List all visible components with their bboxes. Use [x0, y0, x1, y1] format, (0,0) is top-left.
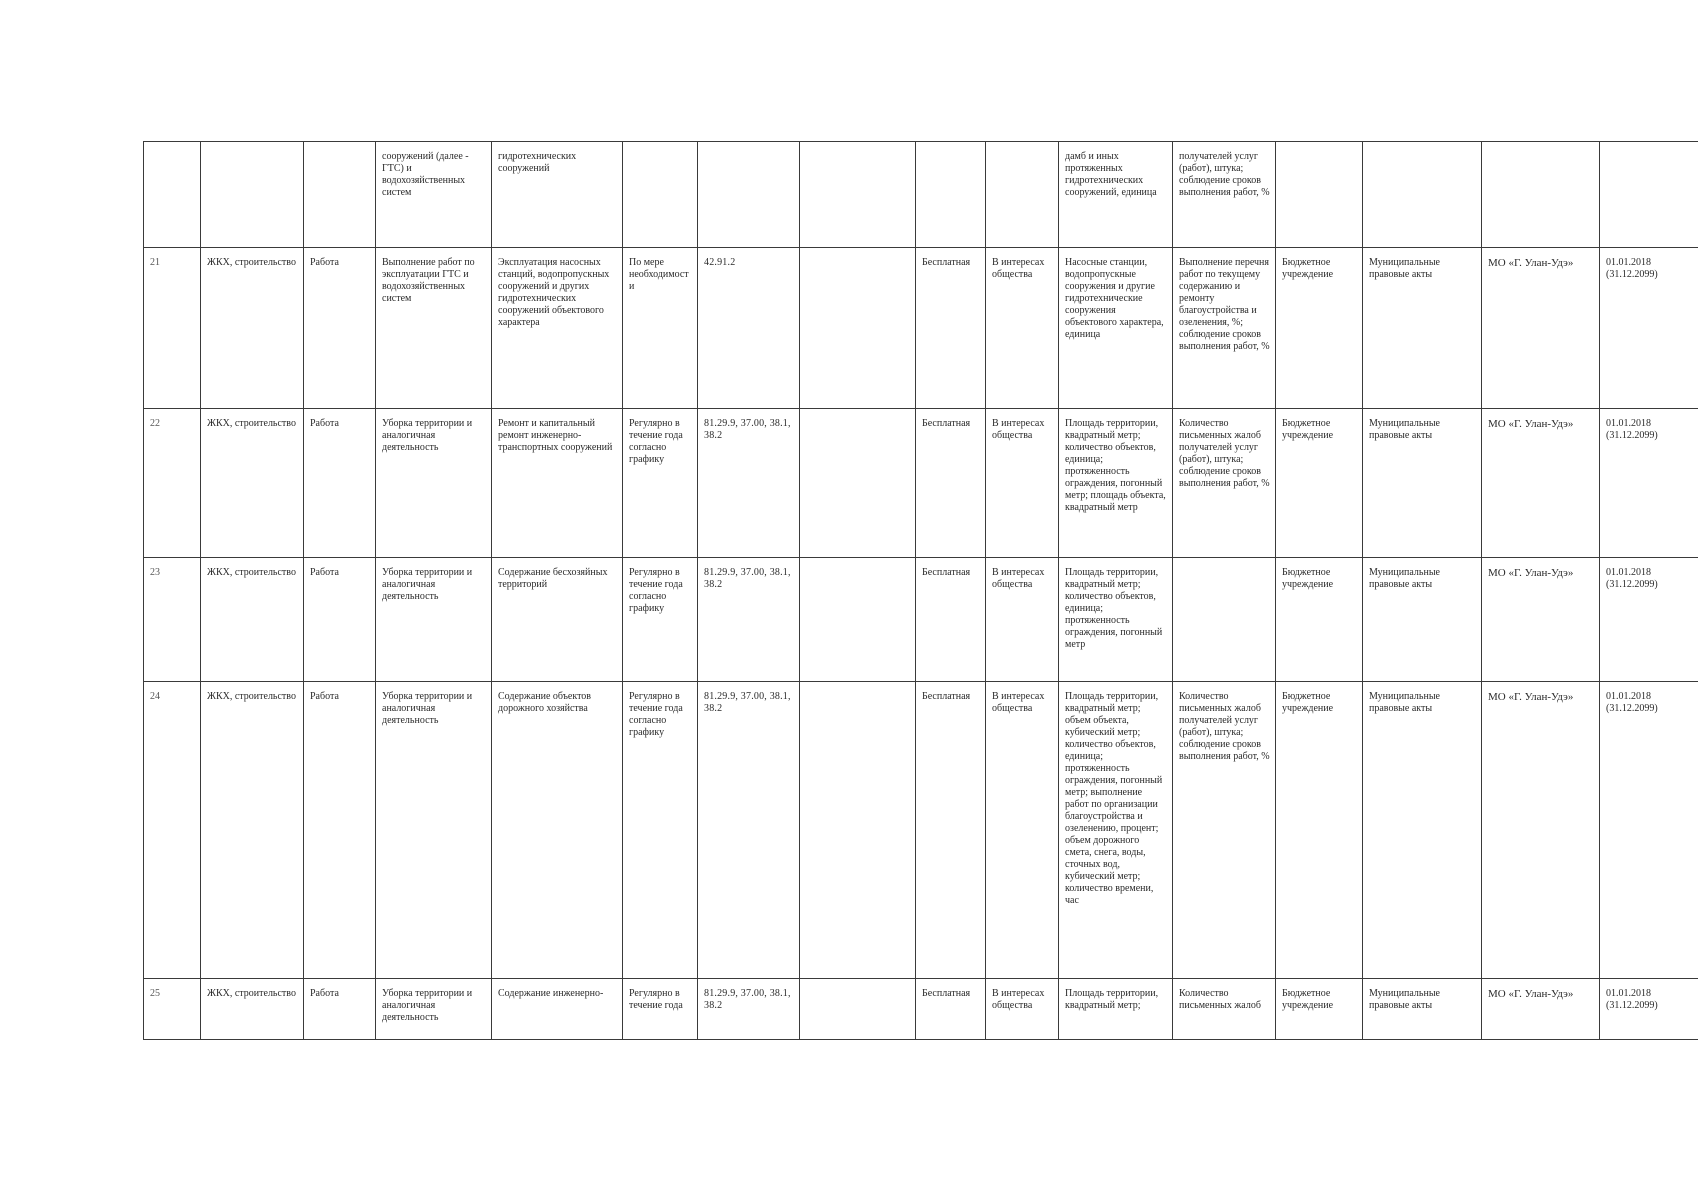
cell-name: Уборка территории и аналогичная деятельность	[376, 409, 492, 558]
cell-codes: 81.29.9, 37.00, 38.1, 38.2	[698, 558, 800, 682]
cell-payment: Бесплатная	[916, 248, 986, 409]
cell-volume: Площадь территории, квадратный метр; объем объекта, кубический метр; количество объектов, единица; протяженность ограждения, погонный метр; выполнение работ по организации благоустройства и озеленению, процент; объем дорожного смета, снега, воды, сточных вод, кубический метр; количество времени, час	[1059, 682, 1173, 979]
cell-period: По мере необходимости	[623, 248, 698, 409]
cell-num: 21	[144, 248, 201, 409]
cell-codes: 42.91.2	[698, 248, 800, 409]
cell-name: Уборка территории и аналогичная деятельность	[376, 979, 492, 1040]
cell-free1	[800, 142, 916, 248]
cell-institution: Бюджетное учреждение	[1276, 682, 1363, 979]
cell-acts: Муниципальные правовые акты	[1363, 558, 1482, 682]
cell-period	[623, 142, 698, 248]
table-row	[144, 142, 1698, 248]
cell-content: Содержание бесхозяйных территорий	[492, 558, 623, 682]
scan-artifact	[47, 77, 117, 79]
cell-sector: ЖКХ, строительство	[201, 558, 304, 682]
cell-owner: МО «Г. Улан-Удэ»	[1482, 682, 1600, 979]
cell-codes: 81.29.9, 37.00, 38.1, 38.2	[698, 409, 800, 558]
cell-content: гидротехнических сооружений	[492, 142, 623, 248]
cell-date	[1600, 142, 1698, 248]
cell-interest: В интересах общества	[986, 558, 1059, 682]
cell-kind: Работа	[304, 682, 376, 979]
cell-num: 25	[144, 979, 201, 1040]
cell-interest: В интересах общества	[986, 682, 1059, 979]
cell-payment: Бесплатная	[916, 558, 986, 682]
cell-institution: Бюджетное учреждение	[1276, 248, 1363, 409]
cell-kind: Работа	[304, 409, 376, 558]
cell-num: 22	[144, 409, 201, 558]
cell-volume: дамб и иных протяженных гидротехнических сооружений, единица	[1059, 142, 1173, 248]
table-row	[144, 979, 1698, 1040]
cell-kind: Работа	[304, 979, 376, 1040]
cell-acts: Муниципальные правовые акты	[1363, 409, 1482, 558]
cell-free1	[800, 682, 916, 979]
cell-owner: МО «Г. Улан-Удэ»	[1482, 979, 1600, 1040]
cell-volume: Насосные станции, водопропускные сооружения и другие гидротехнические сооружения объектового характера, единица	[1059, 248, 1173, 409]
cell-owner: МО «Г. Улан-Удэ»	[1482, 409, 1600, 558]
cell-kind: Работа	[304, 558, 376, 682]
cell-institution: Бюджетное учреждение	[1276, 979, 1363, 1040]
cell-name: Уборка территории и аналогичная деятельность	[376, 558, 492, 682]
cell-volume: Площадь территории, квадратный метр; количество объектов, единица; протяженность ограждения, погонный метр	[1059, 558, 1173, 682]
cell-institution	[1276, 142, 1363, 248]
cell-date: 01.01.2018 (31.12.2099)	[1600, 682, 1698, 979]
cell-owner: МО «Г. Улан-Удэ»	[1482, 558, 1600, 682]
cell-date: 01.01.2018 (31.12.2099)	[1600, 558, 1698, 682]
cell-period: Регулярно в течение года согласно графику	[623, 682, 698, 979]
cell-interest: В интересах общества	[986, 979, 1059, 1040]
cell-sector	[201, 142, 304, 248]
table-row	[144, 682, 1698, 979]
cell-owner: МО «Г. Улан-Удэ»	[1482, 248, 1600, 409]
cell-num	[144, 142, 201, 248]
cell-payment: Бесплатная	[916, 682, 986, 979]
cell-quality: Количество письменных жалоб получателей услуг (работ), штука; соблюдение сроков выполнения работ, %	[1173, 409, 1276, 558]
cell-date: 01.01.2018 (31.12.2099)	[1600, 979, 1698, 1040]
cell-payment: Бесплатная	[916, 979, 986, 1040]
cell-codes: 81.29.9, 37.00, 38.1, 38.2	[698, 979, 800, 1040]
cell-num: 23	[144, 558, 201, 682]
cell-institution: Бюджетное учреждение	[1276, 409, 1363, 558]
cell-volume: Площадь территории, квадратный метр; количество объектов, единица; протяженность ограждения, погонный метр; площадь объекта, квадратный метр	[1059, 409, 1173, 558]
table-row	[144, 558, 1698, 682]
cell-acts	[1363, 142, 1482, 248]
cell-quality: Количество письменных жалоб получателей услуг (работ), штука; соблюдение сроков выполнения работ, %	[1173, 682, 1276, 979]
cell-payment: Бесплатная	[916, 409, 986, 558]
table-row	[144, 248, 1698, 409]
cell-date: 01.01.2018 (31.12.2099)	[1600, 248, 1698, 409]
cell-kind	[304, 142, 376, 248]
cell-free1	[800, 409, 916, 558]
cell-date: 01.01.2018 (31.12.2099)	[1600, 409, 1698, 558]
cell-volume: Площадь территории, квадратный метр;	[1059, 979, 1173, 1040]
cell-num: 24	[144, 682, 201, 979]
cell-quality: Количество письменных жалоб	[1173, 979, 1276, 1040]
cell-acts: Муниципальные правовые акты	[1363, 979, 1482, 1040]
cell-codes	[698, 142, 800, 248]
cell-institution: Бюджетное учреждение	[1276, 558, 1363, 682]
cell-content: Содержание объектов дорожного хозяйства	[492, 682, 623, 979]
cell-sector: ЖКХ, строительство	[201, 682, 304, 979]
cell-sector: ЖКХ, строительство	[201, 248, 304, 409]
cell-owner	[1482, 142, 1600, 248]
cell-free1	[800, 558, 916, 682]
table-row	[144, 409, 1698, 558]
cell-acts: Муниципальные правовые акты	[1363, 682, 1482, 979]
services-registry-table	[143, 141, 1698, 1040]
cell-name: Уборка территории и аналогичная деятельность	[376, 682, 492, 979]
cell-payment	[916, 142, 986, 248]
cell-free1	[800, 979, 916, 1040]
cell-interest: В интересах общества	[986, 409, 1059, 558]
cell-acts: Муниципальные правовые акты	[1363, 248, 1482, 409]
cell-sector: ЖКХ, строительство	[201, 979, 304, 1040]
cell-name: Выполнение работ по эксплуатации ГТС и водохозяйственных систем	[376, 248, 492, 409]
cell-period: Регулярно в течение года	[623, 979, 698, 1040]
cell-period: Регулярно в течение года согласно графику	[623, 558, 698, 682]
cell-quality	[1173, 558, 1276, 682]
cell-content: Ремонт и капитальный ремонт инженерно-транспортных сооружений	[492, 409, 623, 558]
cell-name: сооружений (далее - ГТС) и водохозяйственных систем	[376, 142, 492, 248]
cell-interest	[986, 142, 1059, 248]
cell-free1	[800, 248, 916, 409]
cell-period: Регулярно в течение года согласно графику	[623, 409, 698, 558]
cell-interest: В интересах общества	[986, 248, 1059, 409]
cell-sector: ЖКХ, строительство	[201, 409, 304, 558]
cell-quality: Выполнение перечня работ по текущему содержанию и ремонту благоустройства и озеленения, %; соблюдение сроков выполнения работ, %	[1173, 248, 1276, 409]
cell-content: Содержание инженерно-	[492, 979, 623, 1040]
cell-kind: Работа	[304, 248, 376, 409]
cell-quality: получателей услуг (работ), штука; соблюдение сроков выполнения работ, %	[1173, 142, 1276, 248]
cell-content: Эксплуатация насосных станций, водопропускных сооружений и других гидротехнических сооружений объектового характера	[492, 248, 623, 409]
cell-codes: 81.29.9, 37.00, 38.1, 38.2	[698, 682, 800, 979]
